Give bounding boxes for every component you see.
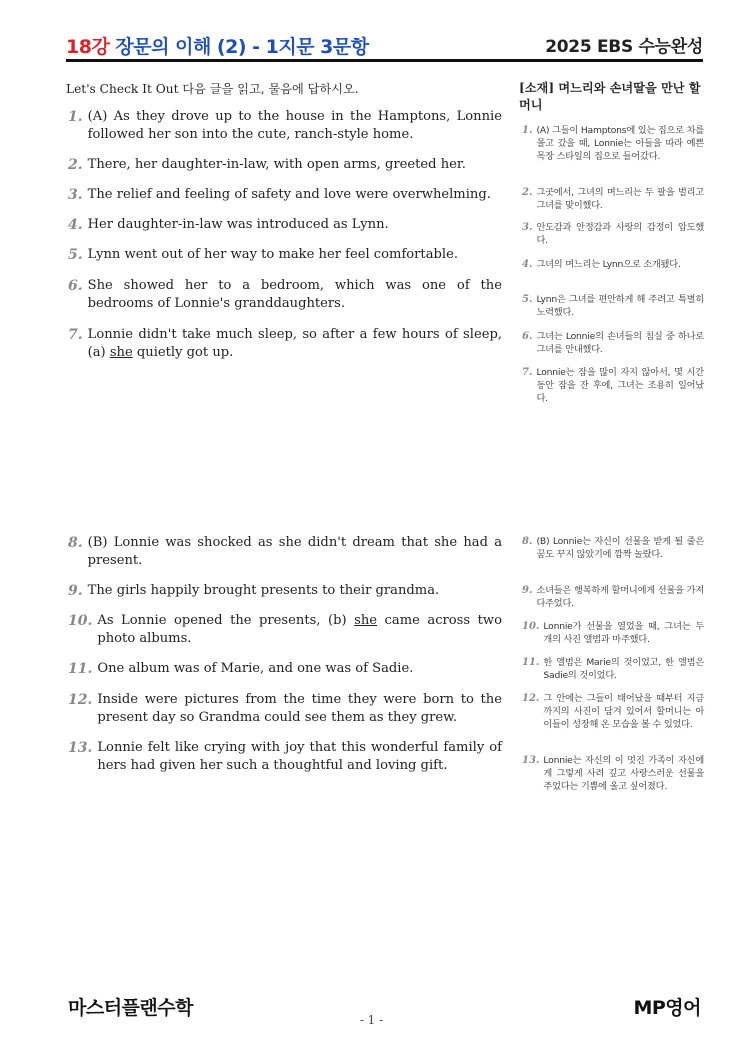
page-number: - 1 -	[359, 1013, 384, 1027]
sentence-8	[68, 534, 502, 570]
underlined-word: she	[109, 345, 133, 360]
sentence-text: Lonnie felt like crying with joy that this wonderful family of hers had given her such a thoughtful and loving gift.	[97, 740, 502, 773]
footer-brand: 마스터플랜수학	[68, 997, 193, 1019]
sentence-text: (B) Lonnie was shocked as she didn't dream that she had a present.	[87, 535, 502, 568]
translation-number: 9.	[522, 585, 533, 596]
sentence-text-part: quietly got up.	[132, 345, 234, 360]
instruction: Let's Check It Out 다음 글을 읽고, 물음에 답하시오.	[66, 82, 359, 96]
translation-text: 그곳에서, 그녀의 며느리는 두 팔을 벌리고 그녀를 맞이했다.	[536, 187, 704, 211]
sentence-2	[68, 156, 502, 174]
translation-number: 3.	[522, 222, 533, 233]
sentence-5	[68, 246, 502, 264]
page-header	[66, 28, 703, 62]
translation-9	[522, 584, 704, 610]
sentence-text: Inside were pictures from the time they were born to the present day so Grandma could see them as they grew.	[97, 692, 502, 725]
sentence-text	[88, 326, 502, 362]
translation-number: 7.	[522, 367, 533, 378]
sentence-1	[68, 108, 502, 144]
lesson-number: 18강	[66, 36, 110, 58]
translation-number: 5.	[522, 294, 533, 305]
sentence-text: She showed her to a bedroom, which was one of the bedrooms of Lonnie's granddaughters.	[87, 278, 502, 311]
sentence-number: 11.	[68, 661, 93, 677]
translation-6	[522, 330, 704, 356]
book-title: 2025 EBS 수능완성	[545, 37, 703, 57]
translation-text: Lynn은 그녀를 편안하게 해 주려고 특별히 노력했다.	[536, 294, 704, 318]
sentence-number: 10.	[68, 613, 93, 629]
lesson-topic: 장문의 이해 (2) - 1지문 3문항	[115, 36, 369, 58]
translation-1	[522, 124, 704, 163]
sentence-number: 1.	[68, 109, 83, 125]
translation-number: 13.	[522, 755, 540, 766]
sentence-text-part: came across two photo albums.	[97, 613, 502, 646]
sentence-text: Lynn went out of her way to make her feel comfortable.	[87, 247, 458, 262]
underlined-word: she	[354, 613, 378, 628]
translation-text: Lonnie는 잠을 많이 자지 않아서, 몇 시간 동안 잠을 잔 후에, 그녀는 조용히 일어났다.	[536, 367, 704, 404]
sentence-text: The girls happily brought presents to their grandma.	[87, 583, 440, 598]
translation-text: 그녀의 며느리는 Lynn으로 소개됐다.	[536, 259, 681, 270]
translation-text: (A) 그들이 Hamptons에 있는 집으로 차를 몰고 갔을 때, Lonnie는 아들을 따라 예쁜 목장 스타일의 집으로 들어갔다.	[536, 125, 704, 162]
translation-text: 그녀는 Lonnie의 손녀들의 침실 중 하나로 그녀를 안내했다.	[536, 331, 704, 355]
translation-number: 6.	[522, 331, 533, 342]
sentence-6	[68, 277, 502, 313]
lesson-title	[66, 32, 369, 59]
sentence-number: 2.	[68, 157, 83, 173]
translation-12	[522, 692, 704, 731]
translation-text: 소녀들은 행복하게 할머니에게 선물을 가져다주었다.	[536, 585, 704, 609]
footer-subject: MP영어	[633, 997, 701, 1019]
sentence-number: 7.	[68, 327, 83, 343]
sentence-text: Her daughter-in-law was introduced as Lynn.	[87, 217, 389, 232]
translation-7	[522, 366, 704, 405]
sentence-number: 6.	[68, 278, 83, 294]
translation-text: Lonnie는 자신의 이 멋진 가족이 자신에게 그렇게 사려 깊고 사랑스러운 선물을 주었다는 기쁨에 울고 싶어졌다.	[543, 755, 704, 792]
sentence-number: 12.	[68, 692, 93, 708]
sentence-12	[68, 691, 502, 727]
translation-number: 4.	[522, 259, 533, 270]
sentence-number: 4.	[68, 217, 83, 233]
translation-text: (B) Lonnie는 자신이 선물을 받게 될 줄은 꿈도 꾸지 않았기에 깜짝 놀랐다.	[536, 536, 704, 560]
sentence-7	[68, 326, 502, 362]
translation-3	[522, 221, 704, 247]
sentence-number: 5.	[68, 247, 83, 263]
sentence-text: The relief and feeling of safety and love were overwhelming.	[87, 187, 491, 202]
translation-number: 10.	[522, 621, 540, 632]
sentence-number: 9.	[68, 583, 83, 599]
sentence-text	[97, 612, 502, 648]
translation-4	[522, 258, 704, 271]
translation-5	[522, 293, 704, 319]
sentence-10	[68, 612, 502, 648]
sentence-3	[68, 186, 502, 204]
translation-text: 한 앨범은 Marie의 것이었고, 한 앨범은 Sadie의 것이었다.	[543, 657, 704, 681]
sentence-text: There, her daughter-in-law, with open arms, greeted her.	[87, 157, 466, 172]
sentence-4	[68, 216, 502, 234]
translation-11	[522, 656, 704, 682]
korean-summary-title: [소재] 며느리와 손녀딸을 만난 할머니	[519, 81, 701, 112]
translation-number: 12.	[522, 693, 540, 704]
sentence-number: 3.	[68, 187, 83, 203]
sentence-text: (A) As they drove up to the house in the Hamptons, Lonnie followed her son into the cute, ranch-style home.	[87, 109, 502, 142]
translation-10	[522, 620, 704, 646]
translation-number: 2.	[522, 187, 533, 198]
translation-text: 그 안에는 그들이 태어났을 때부터 지금까지의 사진이 담겨 있어서 할머니는 아이들이 성장해 온 모습을 볼 수 있었다.	[543, 693, 704, 730]
sentence-text: One album was of Marie, and one was of Sadie.	[97, 661, 414, 676]
sentence-13	[68, 739, 502, 775]
sentence-9	[68, 582, 502, 600]
header-rule	[66, 59, 703, 62]
sentence-number: 8.	[68, 535, 83, 551]
translation-number: 11.	[522, 657, 540, 668]
translation-text: 안도감과 안정감과 사랑의 감정이 압도했다.	[536, 222, 704, 246]
translation-13	[522, 754, 704, 793]
translation-number: 1.	[522, 125, 533, 136]
sentence-text-part: As Lonnie opened the presents, (b)	[97, 613, 355, 628]
sentence-number: 13.	[68, 740, 93, 756]
translation-8	[522, 535, 704, 561]
translation-2	[522, 186, 704, 212]
sentence-text-part: Lonnie didn't take much sleep, so after a few hours of sleep, (a)	[87, 327, 502, 360]
translation-text: Lonnie가 선물을 열었을 때, 그녀는 두 개의 사진 앨범과 마주했다.	[543, 621, 704, 645]
sentence-11	[68, 660, 502, 678]
translation-number: 8.	[522, 536, 533, 547]
